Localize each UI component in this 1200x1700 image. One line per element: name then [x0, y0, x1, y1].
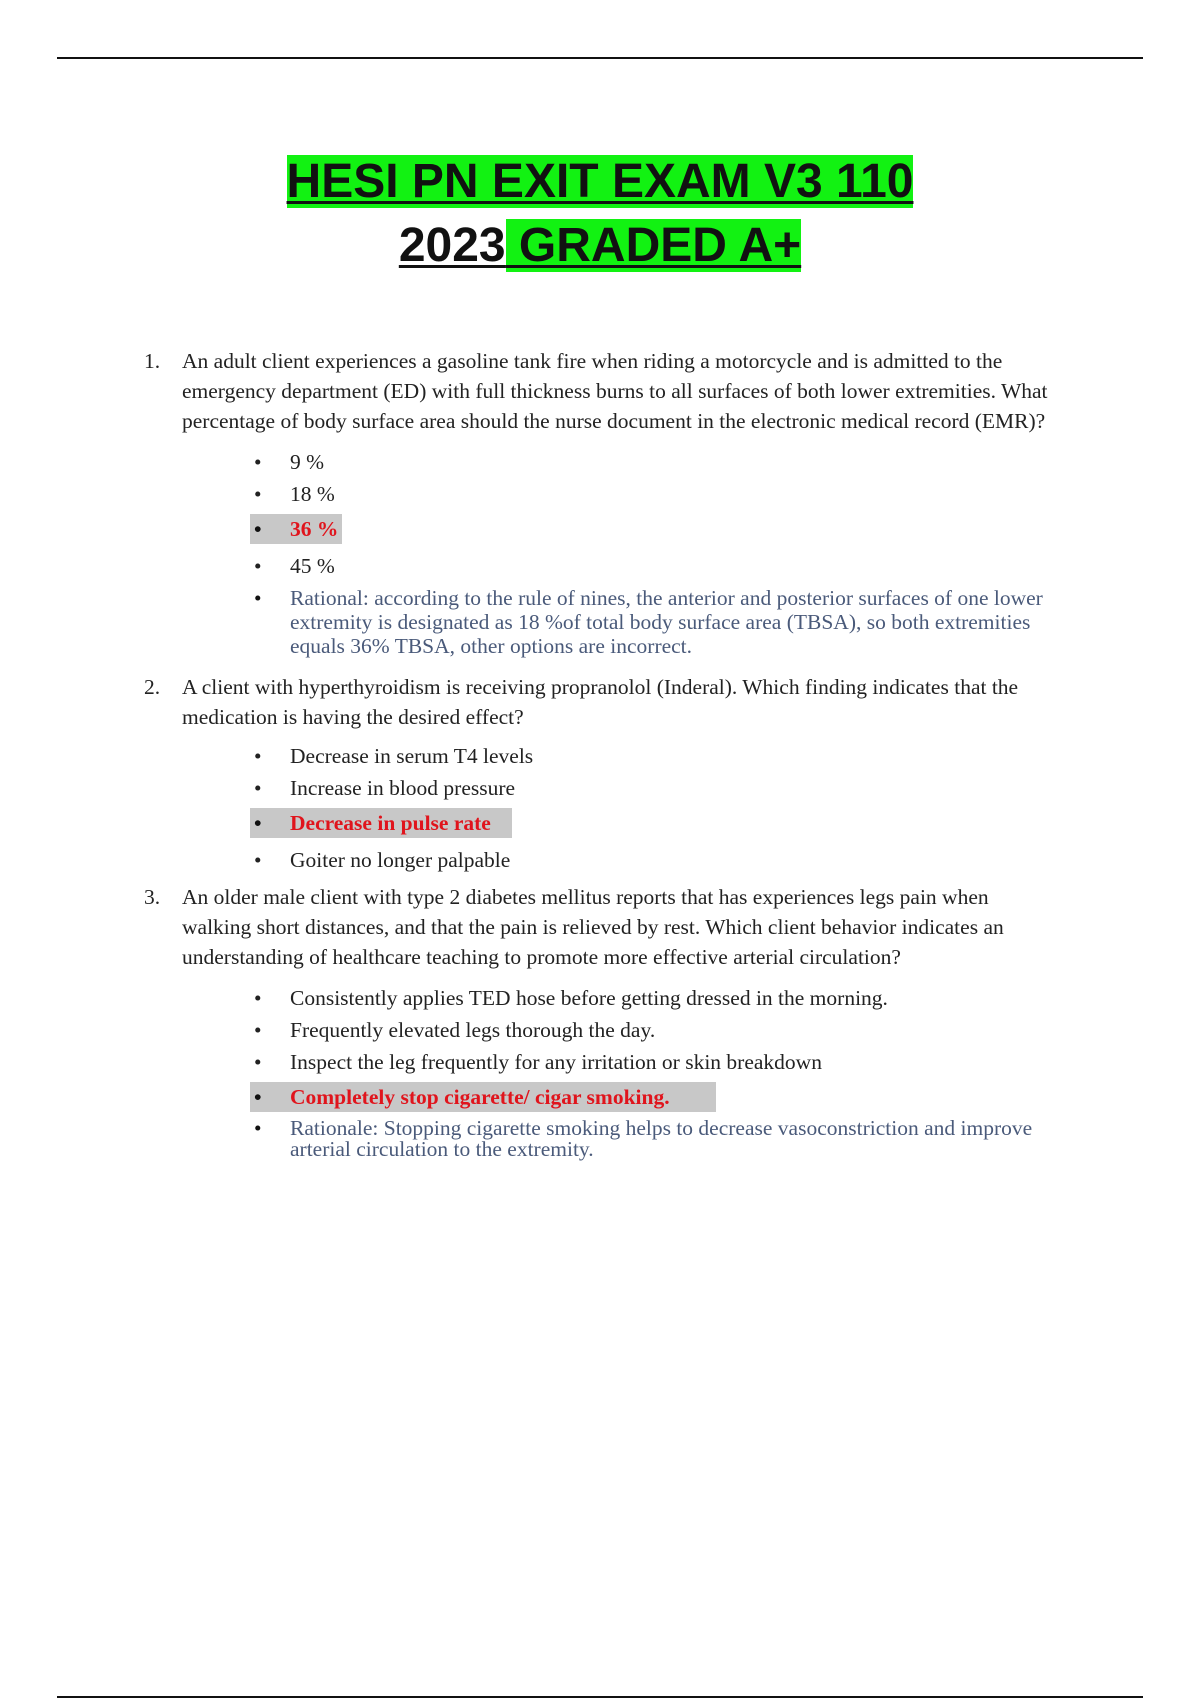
option-item — [254, 772, 1090, 804]
bullet-icon: • — [254, 450, 262, 474]
question-3 — [140, 882, 1080, 1160]
correct-option-item — [254, 808, 1090, 838]
bullet-icon: • — [254, 986, 262, 1010]
bullet-icon: • — [254, 744, 262, 768]
title-line-1 — [0, 150, 1200, 214]
rationale-item — [254, 1116, 1090, 1161]
question-text: An adult client experiences a gasoline tank fire when riding a motorcycle and is admitted to the emergency department (ED) with full thickness burns to all surfaces of both lower extremities. What percentage of body surface area should the nurse document in the electronic medical record (EMR)? — [182, 349, 1048, 433]
option-item — [254, 478, 1090, 510]
top-rule — [57, 57, 1143, 59]
correct-option-text: Completely stop cigarette/ cigar smoking. — [290, 1085, 670, 1109]
title-year: 2023 — [398, 219, 506, 272]
bullet-icon: • — [254, 517, 262, 541]
rationale-text: Rationale: Stopping cigarette smoking helps to decrease vasoconstriction and improve arterial circulation to the extremity. — [290, 1116, 1033, 1161]
bullet-icon: • — [254, 1116, 262, 1140]
question-text: A client with hyperthyroidism is receiving propranolol (Inderal). Which finding indicates that the medication is having the desired effect? — [182, 675, 1019, 729]
option-text: Increase in blood pressure — [290, 776, 516, 800]
bullet-icon: • — [254, 482, 262, 506]
rationale-item — [254, 586, 1090, 658]
option-list — [140, 982, 1080, 1160]
option-text: 9 % — [290, 450, 325, 474]
bullet-icon: • — [254, 1050, 262, 1074]
option-text: 18 % — [290, 482, 335, 506]
bullet-icon: • — [254, 586, 262, 610]
option-item — [254, 740, 1090, 772]
question-list — [140, 346, 1080, 1160]
title-line-2 — [0, 214, 1200, 278]
bullet-icon: • — [254, 554, 262, 578]
document-title — [0, 150, 1200, 278]
bullet-icon: • — [254, 848, 262, 872]
question-text: An older male client with type 2 diabetes mellitus reports that has experiences legs pain when walking short distances, and that the pain is relieved by rest. Which client behavior indicates an understanding of healthcare teaching to promote more effective arterial circulation? — [182, 885, 1004, 969]
bullet-icon: • — [254, 1018, 262, 1042]
question-number: 1. — [144, 349, 161, 373]
question-2 — [140, 672, 1080, 876]
option-item — [254, 1014, 1090, 1046]
option-text: Frequently elevated legs thorough the day. — [290, 1018, 656, 1042]
bullet-icon: • — [254, 811, 262, 835]
title-grade: GRADED A+ — [505, 219, 802, 272]
option-item — [254, 982, 1090, 1014]
question-number: 3. — [144, 885, 161, 909]
correct-option-text: 36 % — [290, 517, 339, 541]
rationale-text: Rational: according to the rule of nines, the anterior and posterior surfaces of one lower extremity is designated as 18 %of total body surface area (TBSA), so both extremities equals 36% TBSA, other options are incorrect. — [290, 586, 1043, 658]
option-item — [254, 844, 1090, 876]
option-item — [254, 550, 1090, 582]
bullet-icon: • — [254, 1085, 262, 1109]
option-text: Consistently applies TED hose before getting dressed in the morning. — [290, 986, 888, 1010]
correct-option-text: Decrease in pulse rate — [290, 811, 491, 835]
correct-option-item — [254, 1082, 1090, 1112]
bullet-icon: • — [254, 776, 262, 800]
option-list — [140, 446, 1080, 658]
option-item — [254, 446, 1090, 478]
correct-option-item — [254, 514, 1090, 544]
option-text: Inspect the leg frequently for any irritation or skin breakdown — [290, 1050, 822, 1074]
option-item — [254, 1046, 1090, 1078]
option-list — [140, 740, 1080, 876]
question-1 — [140, 346, 1080, 658]
option-text: Decrease in serum T4 levels — [290, 744, 534, 768]
bottom-rule — [57, 1696, 1143, 1698]
option-text: 45 % — [290, 554, 335, 578]
title-text-1: HESI PN EXIT EXAM V3 110 — [286, 155, 914, 208]
option-text: Goiter no longer palpable — [290, 848, 511, 872]
question-number: 2. — [144, 675, 161, 699]
